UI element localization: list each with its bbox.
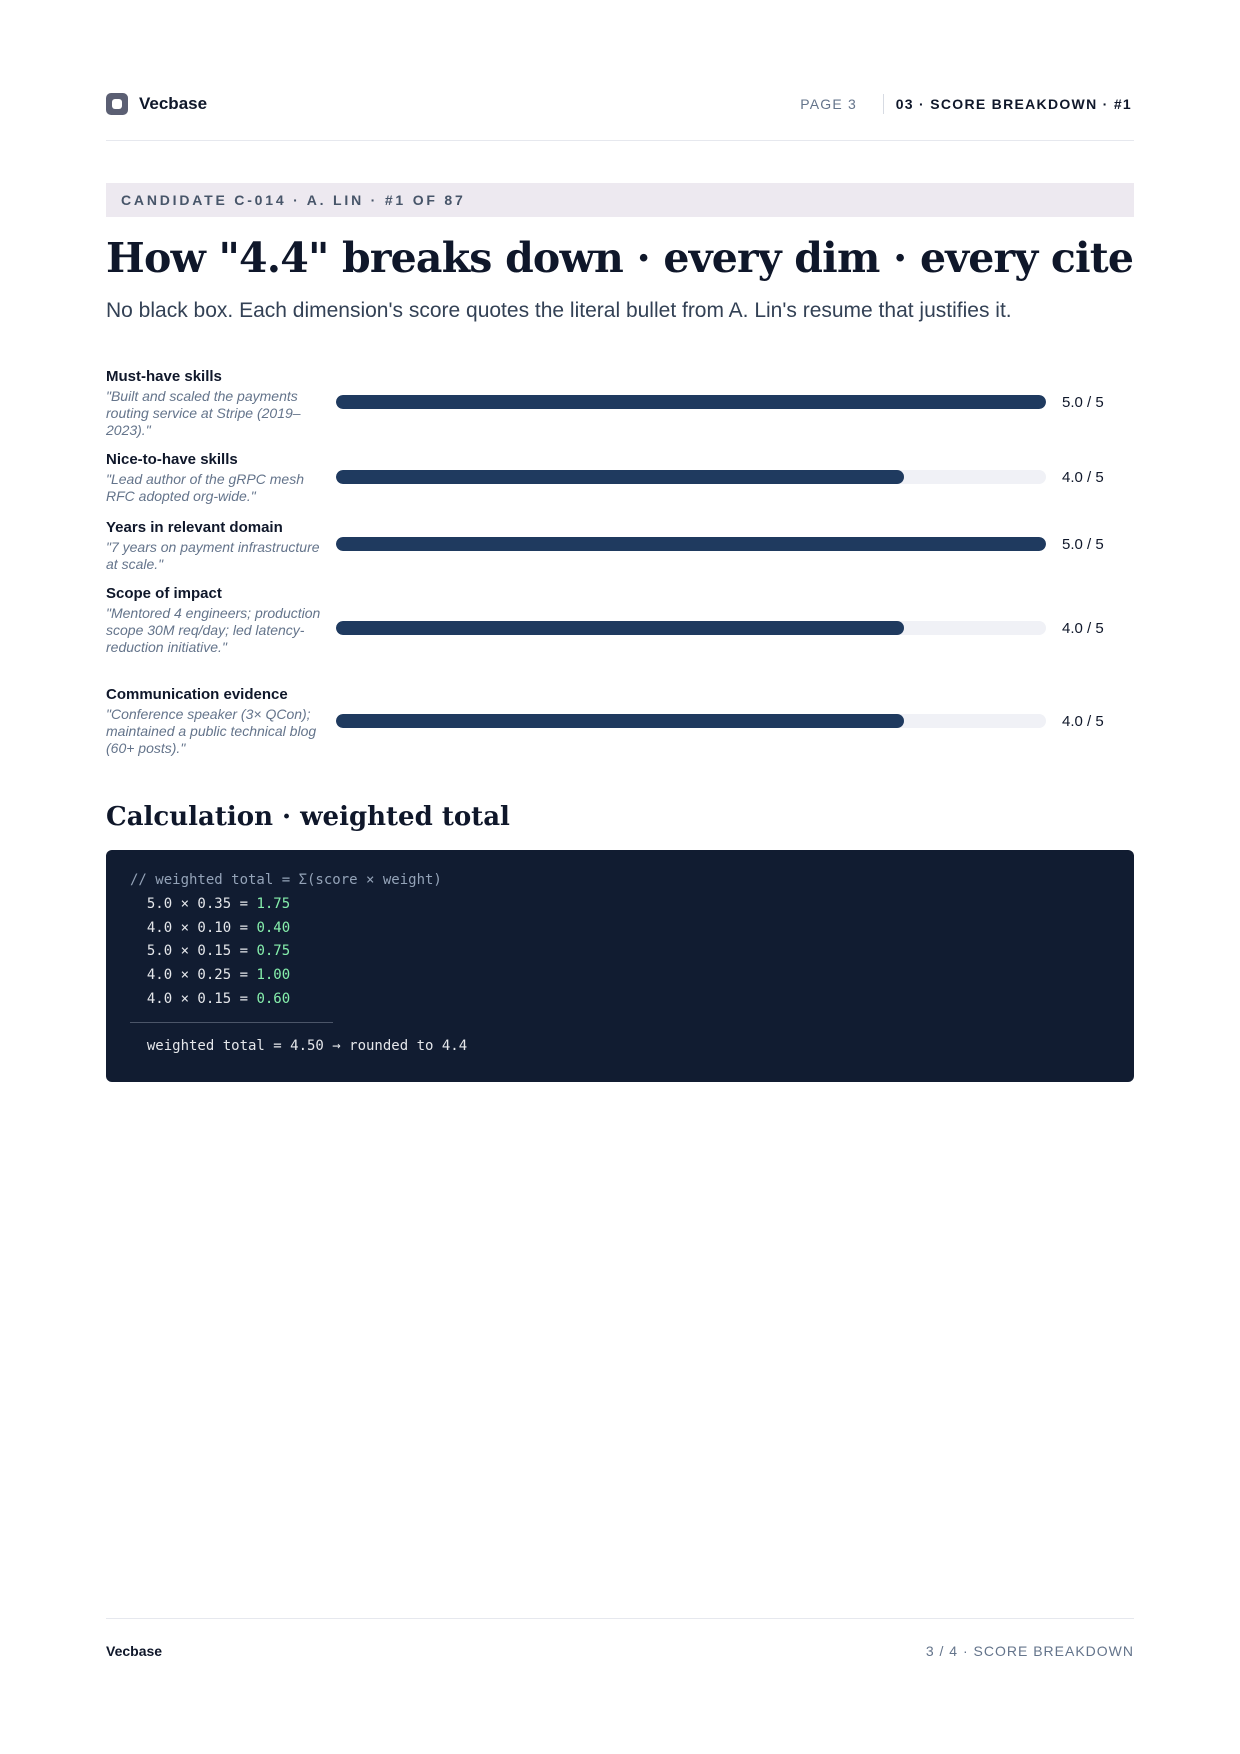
code-expression: 5.0 × 0.15 = (130, 943, 257, 959)
score-bar-fill (336, 621, 904, 635)
code-expression: 4.0 × 0.25 = (130, 967, 257, 983)
score-bar-track (336, 537, 1046, 551)
dimension-quote: "Lead author of the gRPC mesh RFC adopted org-wide." (106, 471, 304, 504)
footer-brand: Vecbase (106, 1643, 163, 1659)
brand-name: Vecbase (139, 94, 208, 113)
dimension-quote: "Built and scaled the payments routing service at Stripe (2019–2023)." (106, 388, 301, 438)
dimension-quote: "Conference speaker (3× QCon); maintained a public technical blog (60+ posts)." (106, 706, 317, 756)
code-result: 0.60 (256, 991, 291, 1007)
candidate-label: CANDIDATE C-014 · A. LIN · #1 OF 87 (121, 192, 466, 208)
code-result: 1.75 (256, 896, 291, 912)
dimension-score: 4.0 / 5 (1062, 469, 1104, 486)
dimension-quote: "7 years on payment infrastructure at scale." (106, 539, 320, 572)
score-bar-fill (336, 537, 1046, 551)
footer-rule (106, 1618, 1134, 1619)
code-line (130, 896, 290, 912)
dimension-score: 5.0 / 5 (1062, 394, 1104, 411)
code-line (130, 920, 290, 936)
dimension-name: Communication evidence (106, 686, 288, 703)
calculation-heading: Calculation · weighted total (106, 802, 510, 832)
dimension-score: 4.0 / 5 (1062, 620, 1104, 637)
candidate-band (106, 183, 1134, 217)
vecbase-logo-icon (106, 93, 128, 115)
dimension-name: Scope of impact (106, 585, 222, 602)
code-expression: 5.0 × 0.35 = (130, 896, 257, 912)
code-sum-rule (130, 1022, 333, 1023)
code-result: 0.40 (256, 920, 291, 936)
score-bar-track (336, 470, 1046, 484)
page-title: How "4.4" breaks down · every dim · every cite (106, 234, 1134, 282)
dimension-quote: "Mentored 4 engineers; production scope 30M req/day; led latency-reduction initiative." (106, 605, 321, 655)
score-bar-fill (336, 395, 1046, 409)
dimension-score: 5.0 / 5 (1062, 536, 1104, 553)
code-expression: 4.0 × 0.15 = (130, 991, 257, 1007)
dimension-name: Years in relevant domain (106, 519, 283, 536)
code-comment: // weighted total = Σ(score × weight) (130, 872, 442, 888)
page-subtitle: No black box. Each dimension's score quotes the literal bullet from A. Lin's resume that justifies it. (106, 299, 1012, 322)
score-bar-track (336, 621, 1046, 635)
score-bar-track (336, 395, 1046, 409)
dimension-score: 4.0 / 5 (1062, 713, 1104, 730)
page-header (106, 92, 1134, 118)
header-divider (883, 94, 884, 114)
score-bar-fill (336, 714, 904, 728)
header-rule (106, 140, 1134, 141)
section-label: 03 · SCORE BREAKDOWN · #1 (895, 96, 1132, 112)
footer-page-label: 3 / 4 · SCORE BREAKDOWN (925, 1643, 1134, 1659)
score-bar-fill (336, 470, 904, 484)
document-page (106, 0, 1134, 1754)
code-result: 0.75 (256, 943, 291, 959)
code-line (130, 943, 290, 959)
page-label: PAGE 3 (800, 96, 857, 112)
code-line (130, 991, 290, 1007)
score-bar-track (336, 714, 1046, 728)
code-expression: 4.0 × 0.10 = (130, 920, 257, 936)
code-result: 1.00 (256, 967, 291, 983)
calculation-code-block (106, 850, 1134, 1082)
code-total: weighted total = 4.50 → rounded to 4.4 (130, 1038, 468, 1054)
brand (106, 92, 207, 116)
code-line (130, 967, 290, 983)
dimension-name: Nice-to-have skills (106, 451, 238, 468)
dimension-name: Must-have skills (106, 368, 222, 385)
